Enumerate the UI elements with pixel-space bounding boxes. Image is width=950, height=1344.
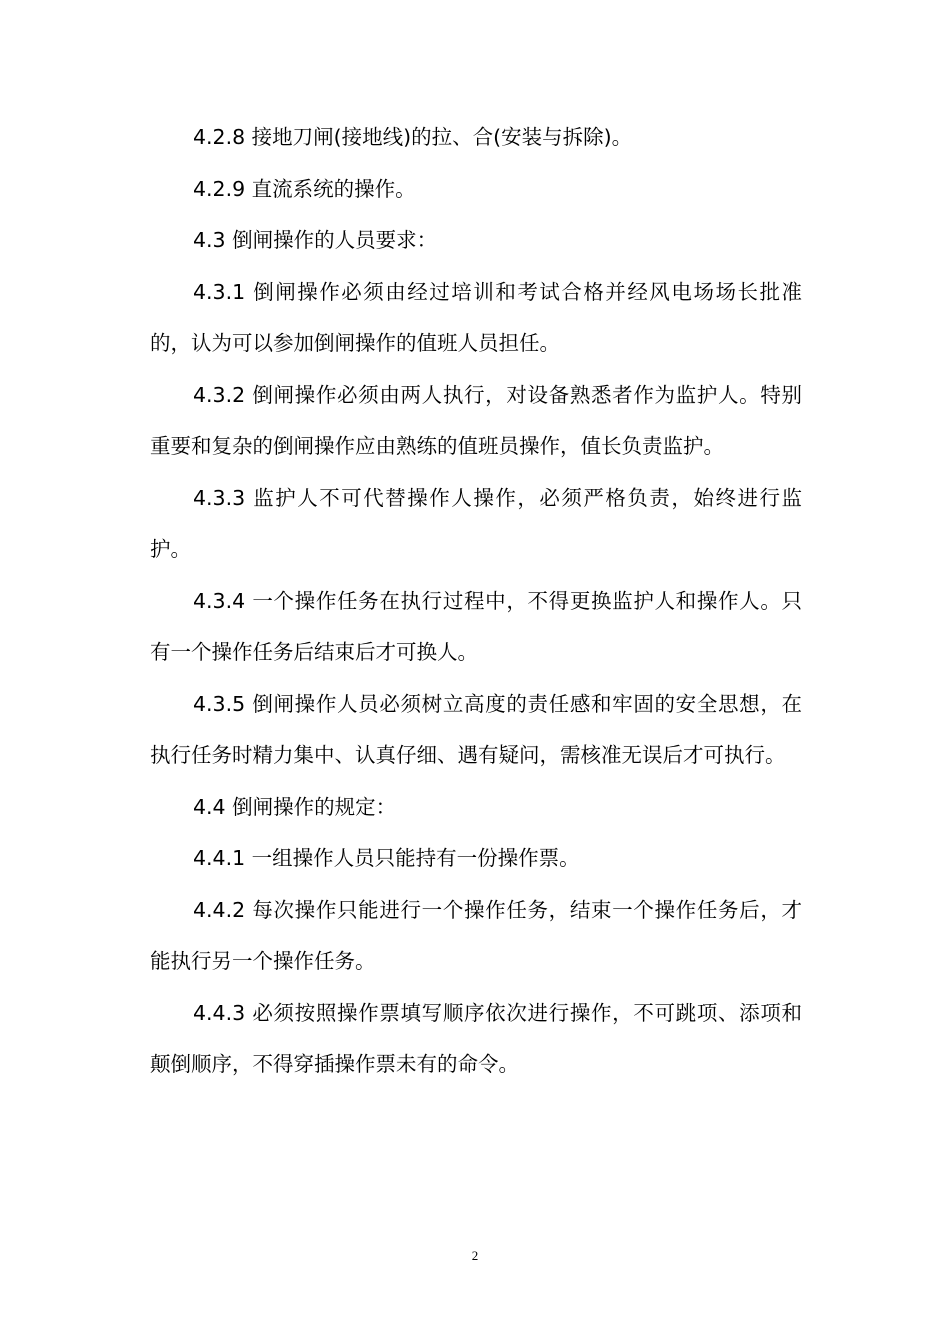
paragraph-4-3-4: 4.3.4 一个操作任务在执行过程中，不得更换监护人和操作人。只有一个操作任务后结束后才可换人。 bbox=[150, 588, 802, 664]
paragraph-4-4-2: 4.4.2 每次操作只能进行一个操作任务，结束一个操作任务后，才能执行另一个操作任务。 bbox=[150, 897, 802, 973]
heading-4-4: 4.4 倒闸操作的规定： bbox=[193, 794, 397, 819]
page-number: 2 bbox=[471, 1248, 479, 1263]
paragraph-4-3-1: 4.3.1 倒闸操作必须由经过培训和考试合格并经风电场场长批准的，认为可以参加倒闸操作的值班人员担任。 bbox=[150, 279, 802, 355]
paragraph-4-4-3: 4.4.3 必须按照操作票填写顺序依次进行操作，不可跳项、添项和颠倒顺序，不得穿插操作票未有的命令。 bbox=[150, 1000, 802, 1076]
document-body bbox=[150, 112, 802, 1091]
paragraph-4-3-3: 4.3.3 监护人不可代替操作人操作，必须严格负责，始终进行监护。 bbox=[150, 485, 802, 561]
paragraph-4-2-9: 4.2.9 直流系统的操作。 bbox=[193, 176, 416, 201]
paragraph-4-3-5: 4.3.5 倒闸操作人员必须树立高度的责任感和牢固的安全思想，在执行任务时精力集中、认真仔细、遇有疑问，需核准无误后才可执行。 bbox=[150, 691, 802, 767]
heading-4-3: 4.3 倒闸操作的人员要求： bbox=[193, 228, 438, 252]
paragraph-4-3-2: 4.3.2 倒闸操作必须由两人执行，对设备熟悉者作为监护人。特别重要和复杂的倒闸操作应由熟练的值班员操作，值长负责监护。 bbox=[150, 382, 802, 458]
paragraph-4-4-1: 4.4.1 一组操作人员只能持有一份操作票。 bbox=[193, 846, 580, 870]
paragraph-4-2-8: 4.2.8 接地刀闸(接地线)的拉、合(安装与拆除)。 bbox=[193, 125, 633, 149]
